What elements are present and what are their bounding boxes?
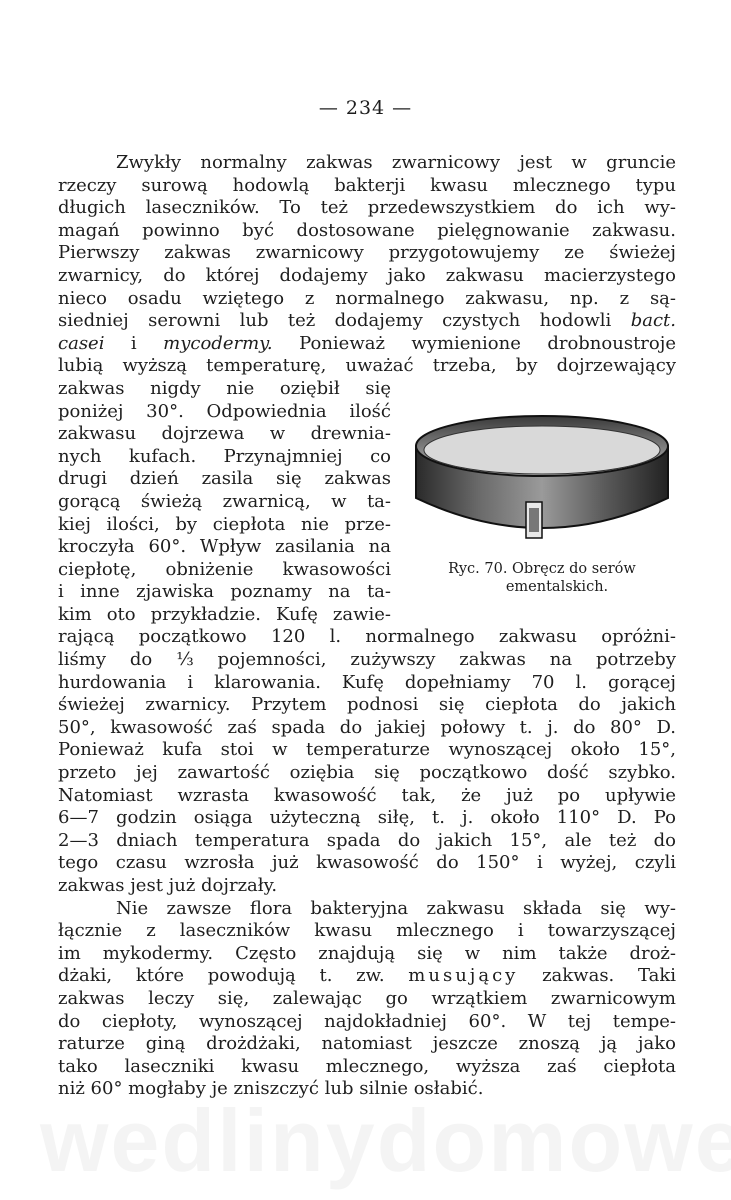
caption-line: ementalskich. <box>505 579 609 595</box>
text-line: przeto jej zawartość oziębia się początkowo dość szybko. <box>58 762 676 784</box>
italic-term: casei <box>58 332 105 354</box>
text-line: gorącą świeżą zwarnicą, w ta- <box>58 490 391 512</box>
text-line: do ciepłoty, wynoszącej najdokładniej 60°. W tej tempe- <box>58 1010 676 1032</box>
text-line: lubią wyższą temperaturę, uważać trzeba, by dojrzewający <box>58 355 676 377</box>
text-line: 50°, kwasowość zaś spada do jakiej połowy t. j. do 80° D. <box>58 716 676 738</box>
text-line: rającą początkowo 120 l. normalnego zakwasu opróżni- <box>58 626 676 648</box>
text-line: Zwykły normalny zakwas zwarnicowy jest w gruncie <box>116 152 676 173</box>
text-line: nieco osadu wziętego z normalnego zakwasu, np. z są- <box>58 287 676 309</box>
text-line: poniżej 30°. Odpowiednia ilość <box>58 400 391 422</box>
text-line: drugi dzień zasila się zakwas <box>58 468 391 490</box>
text-line: tako laseczniki kwasu mlecznego, wyższa zaś ciepłota <box>58 1055 676 1077</box>
body-text <box>58 152 676 1101</box>
text-line: 6—7 godzin osiąga użyteczną siłę, t. j. około 110° D. Po <box>58 807 676 829</box>
text-line: długich laseczników. To też przedewszystkiem do ich wy- <box>58 197 676 219</box>
text-line: świeżej zwarnicy. Przytem podnosi się ciepłota do jakich <box>58 694 676 716</box>
text-line: magań powinno być dostosowane pielęgnowanie zakwasu. <box>58 219 676 241</box>
spaced-term: musujący <box>408 965 519 987</box>
text-line: Nie zawsze flora bakteryjna zakwasu składa się wy- <box>116 897 676 919</box>
text-line: liśmy do ⅓ pojemności, zużywszy zakwas na potrzeby <box>58 649 676 671</box>
caption-line: Ryc. 70. Obręcz do serów <box>448 561 636 577</box>
cheese-hoop-illustration <box>408 398 676 558</box>
text-line: rzeczy surową hodowlą bakterji kwasu mlecznego typu <box>58 174 676 196</box>
text-line: tego czasu wzrosła już kwasowość do 150° i wyżej, czyli <box>58 852 676 874</box>
text-line: im mykodermy. Często znajdują się w nim także droż- <box>58 942 676 964</box>
text-line: niż 60° mogłaby je zniszczyć lub silnie osłabić. <box>58 1078 484 1100</box>
text-line: Ponieważ kufa stoi w temperaturze wynoszącej około 15°, <box>58 739 676 761</box>
text-line: siedniej serowni lub też dodajemy czystych hodowli bact. <box>58 310 676 332</box>
text-line: zakwas leczy się, zalewając go wrzątkiem zwarnicowym <box>58 987 676 1009</box>
text-line: dżaki, które powodują t. zw. musujący zakwas. Taki <box>58 965 676 987</box>
text-line: hurdowania i klarowania. Kufę dopełniamy 70 l. gorącej <box>58 671 676 693</box>
text-line: i inne zjawiska poznamy na ta- <box>58 581 391 603</box>
text-line: łącznie z laseczników kwasu mlecznego i towarzyszącej <box>58 920 676 942</box>
text-line: 2—3 dniach temperatura spada do jakich 15°, ale też do <box>58 829 676 851</box>
text-line: kim oto przykładzie. Kufę zawie- <box>58 603 391 625</box>
text-line: Pierwszy zakwas zwarnicowy przygotowujemy ze świeżej <box>58 242 676 264</box>
text-line: zakwasu dojrzewa w drewnia- <box>58 423 391 445</box>
text-line: raturze giną drożdżaki, natomiast jeszcze znoszą ją jako <box>58 1033 676 1055</box>
text-line: zwarnicy, do której dodajemy jako zakwasu macierzystego <box>58 264 676 286</box>
text-line: zakwas jest już dojrzały. <box>58 875 278 896</box>
text-line: zakwas nigdy nie oziębił się <box>58 377 391 399</box>
figure-caption <box>408 560 676 596</box>
text-line: kroczyła 60°. Wpływ zasilania na <box>58 536 391 558</box>
text-line: kiej ilości, by ciepłota nie prze- <box>58 513 391 535</box>
italic-term: mycodermy. <box>163 332 273 354</box>
text-line: Natomiast wzrasta kwasowość tak, że już po upływie <box>58 784 676 806</box>
text-line: casei i mycodermy. Ponieważ wymienione drobnoustroje <box>58 332 676 354</box>
text-line: nych kufach. Przynajmniej co <box>58 445 391 467</box>
italic-term: bact. <box>630 310 676 332</box>
watermark <box>40 1090 731 1192</box>
text-line: ciepłotę, obniżenie kwasowości <box>58 558 391 580</box>
page-number: — 234 — <box>318 97 413 119</box>
